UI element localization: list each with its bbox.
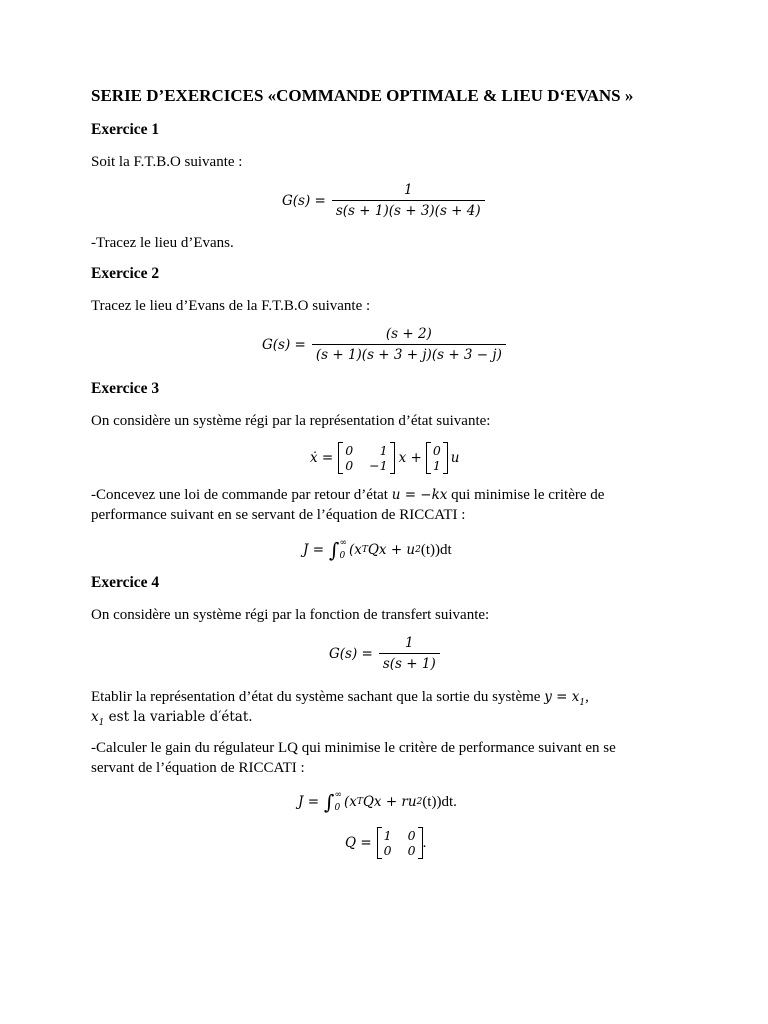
exercise-4-intro: On considère un système régi par la fonction de transfert suivante: — [91, 607, 490, 623]
matrix-bracket-left — [377, 827, 382, 859]
exercise-3-task-line-2: performance suivant en se servant de l’équation de RICCATI : — [91, 507, 466, 523]
tf-numerator: 1 — [403, 182, 413, 198]
input-u: u — [450, 450, 460, 466]
matrix-bracket-right — [390, 442, 395, 474]
tf-denominator: s(s + 1)(s + 3)(s + 4) — [332, 200, 485, 219]
exercise-3-heading: Exercice 3 — [91, 380, 160, 397]
tf-numerator: 1 — [405, 635, 414, 651]
exercise-1-task: -Tracez le lieu d’Evans. — [91, 235, 234, 251]
tf-lhs: G(s) = — [262, 336, 306, 353]
exercise-2-transfer-function — [262, 326, 506, 363]
vector-b: 0 1 — [432, 443, 441, 473]
x-plus: x + — [398, 450, 422, 466]
tf-lhs: G(s) = — [282, 192, 326, 209]
integral-sign: ∫ — [329, 538, 340, 562]
matrix-bracket-left — [338, 442, 343, 474]
xdot-lhs: ẋ = — [310, 450, 334, 466]
matrix-a: 0 1 0 −1 — [345, 443, 388, 473]
exercise-3-intro: On considère un système régi par la représentation d’état suivante: — [91, 413, 491, 429]
exercise-4-line-2: $x_1$ est la variable d′état. — [91, 709, 253, 728]
exercise-4-heading: Exercice 4 — [91, 574, 160, 591]
control-law: u = −kx — [391, 487, 448, 503]
exercise-2-heading: Exercice 2 — [91, 265, 160, 282]
exercise-4-task-line-2: servant de l’équation de RICCATI : — [91, 760, 305, 776]
exercise-3-criterion: J = ∫ ∞ 0 (x T Qx + u 2 (t))dt — [303, 538, 452, 562]
exercise-1-heading: Exercice 1 — [91, 121, 160, 138]
exercise-4-line-1: Etablir la représentation d’état du système sachant que la sortie du système $y = x_1$, — [91, 689, 589, 708]
page-title: SERIE D’EXERCICES «COMMANDE OPTIMALE & LIEU D‘EVANS » — [91, 86, 634, 105]
tf-denominator: s(s + 1) — [379, 653, 440, 672]
exercise-1-intro: Soit la F.T.B.O suivante : — [91, 154, 243, 170]
vector-bracket-right — [443, 442, 448, 474]
exercise-4-transfer-function — [329, 635, 440, 672]
exercise-4-criterion: J = ∫ ∞ 0 (x T Qx + ru 2 (t))dt. — [298, 790, 457, 814]
vector-bracket-left — [426, 442, 431, 474]
exercise-4-task-line-1: -Calculer le gain du régulateur LQ qui minimise le critère de performance suivant en se — [91, 740, 616, 756]
tf-numerator: (s + 2) — [385, 326, 432, 342]
integral-limits: ∞ 0 — [334, 790, 342, 813]
matrix-bracket-right — [418, 827, 423, 859]
tf-lhs: G(s) = — [329, 645, 373, 662]
integral-limits: ∞ 0 — [339, 538, 347, 561]
matrix-q: 1 0 0 0 — [383, 828, 416, 858]
integral-sign: ∫ — [324, 790, 335, 814]
exercise-3-task-line-1: -Concevez une loi de commande par retour d’état u = −kx qui minimise le critère de — [91, 487, 605, 503]
tf-denominator: (s + 1)(s + 3 + j)(s + 3 − j) — [312, 344, 506, 363]
exercise-1-transfer-function — [282, 182, 485, 219]
weight-matrix-q: Q = 1 0 0 0 . — [345, 828, 427, 858]
state-equation — [310, 442, 459, 474]
exercise-2-intro: Tracez le lieu d’Evans de la F.T.B.O suivante : — [91, 298, 371, 314]
